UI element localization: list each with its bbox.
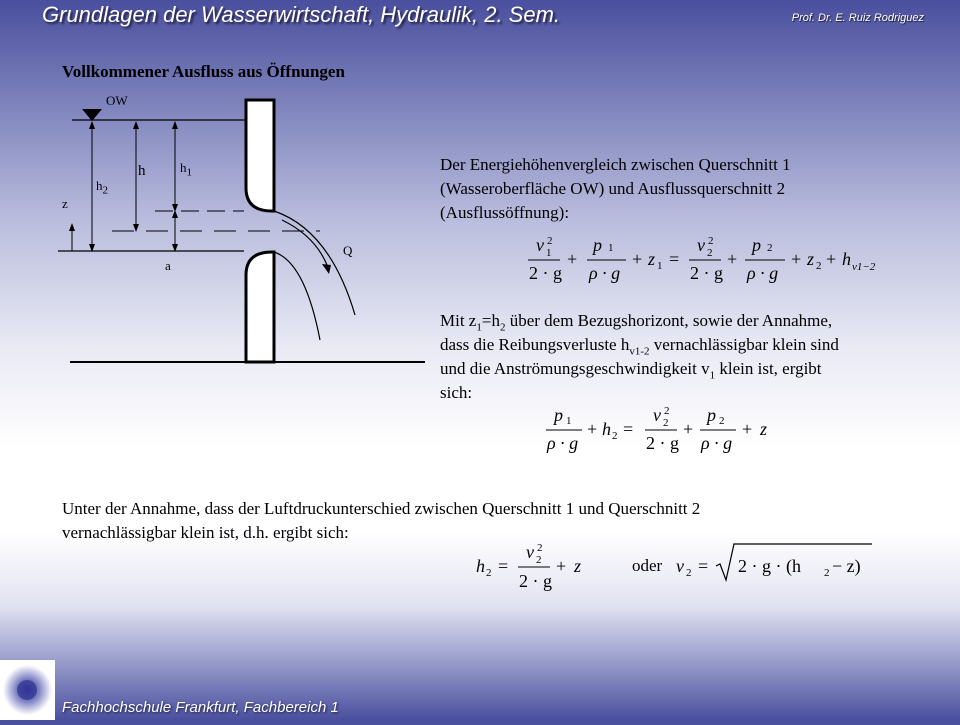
svg-text:2: 2 <box>537 542 543 554</box>
svg-text:2: 2 <box>816 260 822 272</box>
svg-text:1: 1 <box>566 415 572 427</box>
svg-text:+: + <box>683 419 694 439</box>
university-logo <box>0 660 55 720</box>
svg-text:+: + <box>556 556 567 576</box>
svg-text:1: 1 <box>546 247 552 259</box>
svg-text:2: 2 <box>547 235 553 247</box>
svg-text:z: z <box>760 419 768 439</box>
outflow-diagram <box>0 80 440 390</box>
h2-equation <box>470 538 600 594</box>
air-pressure-assumption-text: Unter der Annahme, dass der Luftdruckunterschied zwischen Querschnitt 1 und Querschnitt 2 vernachlässigbar klein ist, d.h. ergibt sich: <box>62 499 701 542</box>
svg-text:2: 2 <box>767 242 773 254</box>
assumption-text: Mit $z_1=h_2$ über dem Bezugshorizont, sowie der Annahme, dass die Reibungsverluste $h_{v1-2}$ vernachlässigbar klein sind und die Anströmungsgeschwindigkeit $v_1$ klein ist, ergibt sich: <box>440 311 839 402</box>
svg-text:v: v <box>653 405 661 425</box>
svg-text:=: = <box>698 556 709 576</box>
water-level-marker-icon <box>82 109 102 121</box>
wall-upper <box>246 100 274 211</box>
wall-lower <box>246 252 274 362</box>
svg-text:p: p <box>707 405 716 425</box>
label-h2: $h_2$ <box>96 178 108 197</box>
oder-text: oder <box>632 556 663 575</box>
svg-text:p: p <box>593 235 602 255</box>
svg-text:2: 2 <box>824 567 830 579</box>
svg-text:p: p <box>554 405 563 425</box>
svg-text:2: 2 <box>686 567 692 579</box>
svg-text:v1−2: v1−2 <box>852 261 876 273</box>
svg-text:2: 2 <box>664 405 670 417</box>
svg-text:+: + <box>727 249 738 269</box>
label-a: a <box>165 258 171 273</box>
label-q: Q <box>343 243 353 258</box>
svg-text:2 · g: 2 · g <box>519 571 552 591</box>
svg-text:z: z <box>807 249 815 269</box>
svg-text:h: h <box>602 419 611 439</box>
svg-text:2: 2 <box>708 235 714 247</box>
svg-text:2: 2 <box>612 430 618 442</box>
jet-lower <box>274 252 320 340</box>
svg-text:2 · g: 2 · g <box>646 433 679 453</box>
svg-text:=: = <box>623 419 634 439</box>
flow-arrow <box>282 220 327 265</box>
svg-text:2: 2 <box>663 417 669 429</box>
svg-text:v: v <box>676 556 684 576</box>
jet-upper <box>274 211 355 315</box>
svg-text:ρ · g: ρ · g <box>547 433 579 453</box>
bernoulli-equation <box>520 232 880 284</box>
svg-text:+: + <box>632 249 643 269</box>
svg-text:=: = <box>498 556 509 576</box>
label-z: z <box>62 196 68 211</box>
svg-text:v: v <box>526 542 534 562</box>
flow-arrow-head-icon <box>322 264 331 274</box>
svg-text:2 · g · (h: 2 · g · (h <box>738 556 801 576</box>
section-title: Vollkommener Ausfluss aus Öffnungen <box>62 62 345 81</box>
svg-text:1: 1 <box>657 260 663 272</box>
svg-text:2 · g: 2 · g <box>690 263 723 283</box>
v2-equation <box>672 540 882 588</box>
svg-text:+: + <box>826 249 837 269</box>
svg-text:h: h <box>476 556 485 576</box>
energy-comparison-text: Der Energiehöhenvergleich zwischen Querschnitt 1 (Wasseroberfläche OW) und Ausflussquerschnitt 2 (Ausflussöffnung): <box>440 155 791 222</box>
svg-text:2: 2 <box>536 554 542 566</box>
svg-text:2: 2 <box>707 247 713 259</box>
svg-text:ρ · g: ρ · g <box>589 263 621 283</box>
slide-author: Prof. Dr. E. Ruiz Rodriguez <box>791 12 924 24</box>
svg-text:1: 1 <box>608 242 614 254</box>
svg-text:+: + <box>742 419 753 439</box>
svg-text:− z): − z) <box>832 556 861 576</box>
svg-text:2: 2 <box>486 567 492 579</box>
svg-text:v: v <box>697 235 705 255</box>
svg-text:z: z <box>648 249 656 269</box>
svg-text:+: + <box>567 249 578 269</box>
svg-text:p: p <box>752 235 761 255</box>
svg-text:+: + <box>587 419 598 439</box>
label-h: h <box>138 163 146 179</box>
svg-text:2 · g: 2 · g <box>529 263 562 283</box>
simplified-equation <box>540 402 800 454</box>
label-h1: $h_1$ <box>180 160 192 179</box>
slide-footer: Fachhochschule Frankfurt, Fachbereich 1 <box>62 699 339 716</box>
svg-text:2: 2 <box>719 415 725 427</box>
label-ow: OW <box>106 93 128 108</box>
svg-text:ρ · g: ρ · g <box>747 263 779 283</box>
svg-text:=: = <box>669 249 680 269</box>
svg-text:ρ · g: ρ · g <box>701 433 733 453</box>
eq1-v1: v <box>536 235 544 255</box>
slide-header-title: Grundlagen der Wasserwirtschaft, Hydraulik, 2. Sem. <box>42 2 561 27</box>
svg-text:h: h <box>842 249 851 269</box>
svg-text:+: + <box>791 249 802 269</box>
svg-text:z: z <box>574 556 582 576</box>
